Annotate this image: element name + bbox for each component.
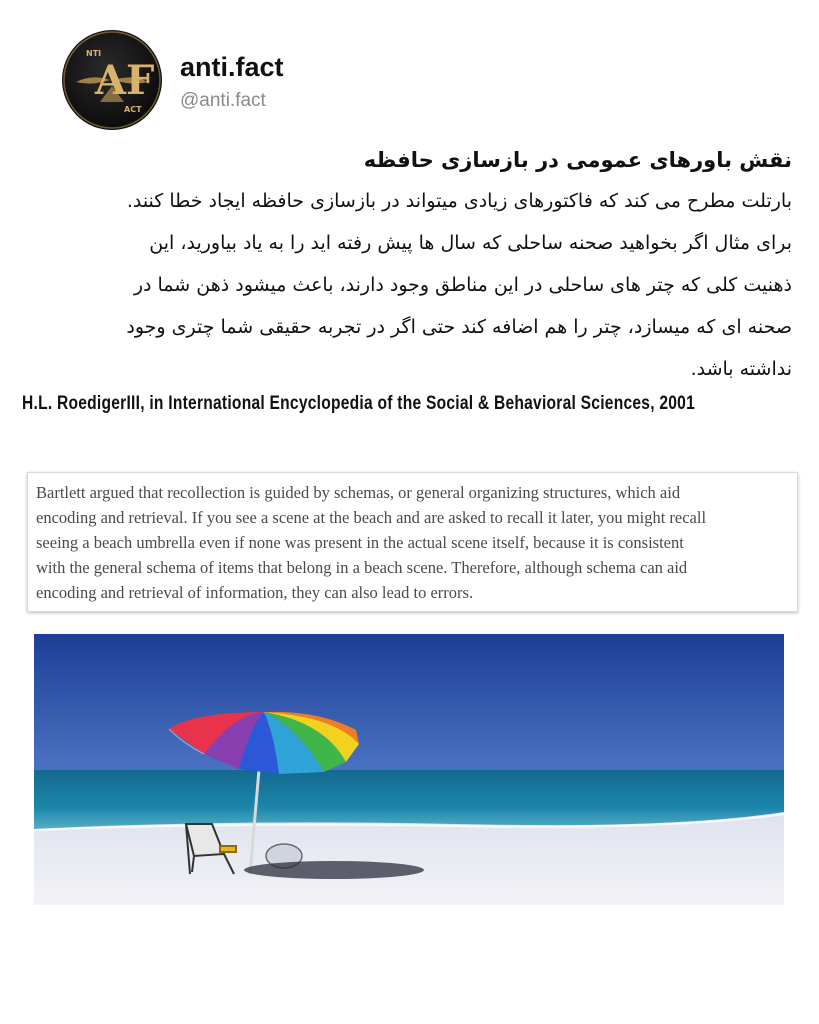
avatar-text-bottom: ACT — [124, 105, 142, 114]
post-title: نقش باورهای عمومی در بازسازی حافظه — [363, 148, 792, 172]
post-line: نداشته باشد. — [690, 358, 792, 380]
post-header — [62, 30, 462, 130]
avatar-text-top: NTI — [86, 49, 102, 58]
sky — [34, 634, 784, 770]
account-name[interactable]: anti.fact — [180, 52, 284, 82]
quote-line: seeing a beach umbrella even if none was present in the actual scene itself, because it is consistent — [36, 533, 684, 552]
post-line: بارتلت مطرح می کند که فاکتورهای زیادی میتواند در بازسازی حافظه ایجاد خطا کنند. — [126, 190, 792, 212]
quote-line: Bartlett argued that recollection is guided by schemas, or general organizing structures, which aid — [36, 483, 681, 502]
quote-line: with the general schema of items that belong in a beach scene. Therefore, although schema can aid — [36, 558, 688, 577]
umbrella-shadow — [244, 861, 424, 879]
quote-line: encoding and retrieval. If you see a scene at the beach and are asked to recall it later, you might recall — [36, 508, 707, 527]
post-line: صحنه ای که میسازد، چتر را هم اضافه کند حتی اگر در تجربه حقیقی شما چتری وجود — [126, 316, 792, 338]
avatar-letters: AF — [95, 57, 155, 104]
post-line: برای مثال اگر بخواهید صحنه ساحلی که سال ها پیش رفته اید را به یاد بیاورید، این — [149, 232, 792, 254]
quote-line: encoding and retrieval of information, they can also lead to errors. — [36, 583, 474, 602]
account-handle[interactable]: @anti.fact — [180, 90, 266, 111]
citation: H.L. RoedigerIII, in International Encyclopedia of the Social & Behavioral Sciences, 2001 — [22, 393, 695, 414]
quote-excerpt — [27, 472, 798, 612]
post-line: ذهنیت کلی که چتر های ساحلی در این مناطق وجود دارند، باعث میشود ذهن شما در — [133, 274, 792, 296]
avatar[interactable] — [62, 30, 162, 130]
post-body — [22, 140, 792, 390]
beach-photo — [34, 634, 784, 905]
faravahar-logo-icon — [62, 30, 162, 130]
